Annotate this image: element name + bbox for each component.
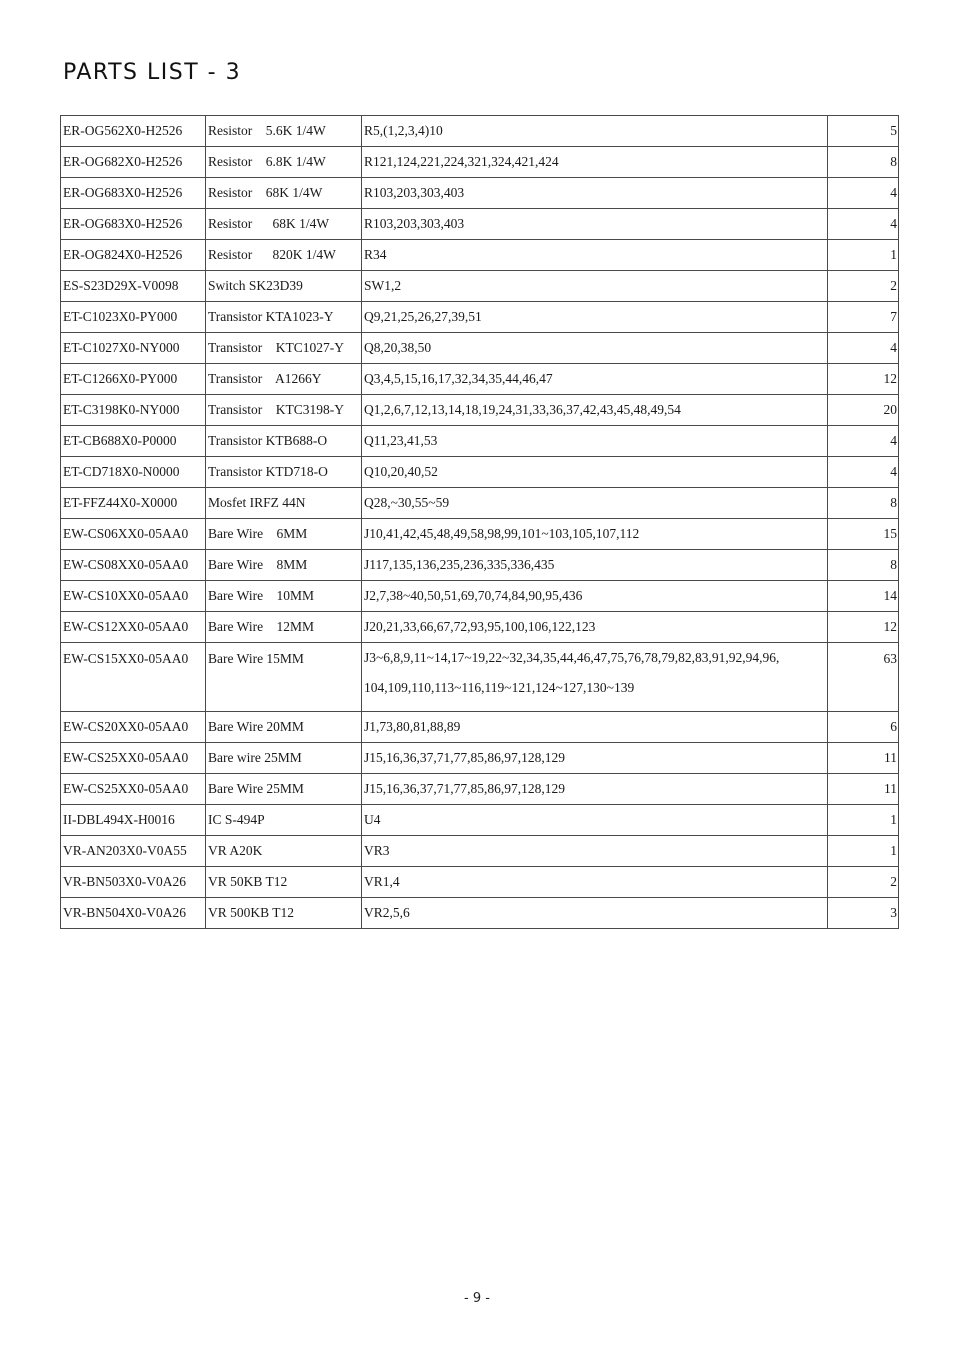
description-cell: Switch SK23D39: [206, 271, 362, 302]
location-line: Q3,4,5,15,16,17,32,34,35,44,46,47: [364, 371, 553, 386]
table-row: [61, 116, 899, 147]
location-cell: [362, 395, 828, 426]
quantity-cell: 4: [828, 333, 899, 364]
location-line: R34: [364, 247, 387, 262]
quantity-cell: 1: [828, 805, 899, 836]
location-line: SW1,2: [364, 278, 402, 293]
location-line: Q28,~30,55~59: [364, 495, 450, 510]
location-line: J117,135,136,235,236,335,336,435: [364, 557, 555, 572]
description-cell: Bare Wire 15MM: [206, 643, 362, 712]
description-cell: VR 50KB T12: [206, 867, 362, 898]
location-cell: [362, 612, 828, 643]
location-cell: [362, 178, 828, 209]
part-number-cell: ER-OG682X0-H2526: [61, 147, 206, 178]
description-cell: Bare Wire 6MM: [206, 519, 362, 550]
table-row: [61, 836, 899, 867]
table-row: [61, 898, 899, 929]
location-cell: [362, 643, 828, 712]
table-row: [61, 774, 899, 805]
description-cell: Bare Wire 12MM: [206, 612, 362, 643]
location-line: J10,41,42,45,48,49,58,98,99,101~103,105,107,112: [364, 526, 640, 541]
table-row: [61, 240, 899, 271]
location-line: Q9,21,25,26,27,39,51: [364, 309, 482, 324]
table-row: [61, 302, 899, 333]
table-row: [61, 271, 899, 302]
table-row: [61, 147, 899, 178]
quantity-cell: 12: [828, 612, 899, 643]
part-number-cell: EW-CS06XX0-05AA0: [61, 519, 206, 550]
description-cell: VR 500KB T12: [206, 898, 362, 929]
location-line: J3~6,8,9,11~14,17~19,22~32,34,35,44,46,47,75,76,78,79,82,83,91,92,94,96,: [364, 650, 780, 665]
quantity-cell: 63: [828, 643, 899, 712]
description-cell: Resistor 68K 1/4W: [206, 209, 362, 240]
description-cell: Bare Wire 25MM: [206, 774, 362, 805]
description-cell: Resistor 5.6K 1/4W: [206, 116, 362, 147]
part-number-cell: EW-CS12XX0-05AA0: [61, 612, 206, 643]
location-cell: [362, 488, 828, 519]
quantity-cell: 12: [828, 364, 899, 395]
quantity-cell: 8: [828, 488, 899, 519]
location-cell: [362, 147, 828, 178]
table-row: [61, 209, 899, 240]
part-number-cell: ER-OG683X0-H2526: [61, 178, 206, 209]
location-line: VR3: [364, 843, 390, 858]
location-cell: [362, 581, 828, 612]
description-cell: Transistor KTA1023-Y: [206, 302, 362, 333]
description-cell: Bare Wire 20MM: [206, 712, 362, 743]
description-cell: Transistor KTB688-O: [206, 426, 362, 457]
quantity-cell: 8: [828, 550, 899, 581]
location-cell: [362, 743, 828, 774]
parts-table-body: [61, 116, 899, 929]
quantity-cell: 20: [828, 395, 899, 426]
location-cell: [362, 209, 828, 240]
quantity-cell: 15: [828, 519, 899, 550]
part-number-cell: EW-CS20XX0-05AA0: [61, 712, 206, 743]
location-cell: [362, 836, 828, 867]
part-number-cell: ER-OG683X0-H2526: [61, 209, 206, 240]
location-line: Q8,20,38,50: [364, 340, 432, 355]
table-row: [61, 550, 899, 581]
description-cell: Mosfet IRFZ 44N: [206, 488, 362, 519]
location-line: R103,203,303,403: [364, 216, 465, 231]
description-cell: Transistor KTC1027-Y: [206, 333, 362, 364]
description-cell: Resistor 6.8K 1/4W: [206, 147, 362, 178]
location-cell: [362, 457, 828, 488]
quantity-cell: 3: [828, 898, 899, 929]
location-cell: [362, 271, 828, 302]
description-cell: Transistor A1266Y: [206, 364, 362, 395]
location-cell: [362, 550, 828, 581]
location-line: J15,16,36,37,71,77,85,86,97,128,129: [364, 781, 566, 796]
location-cell: [362, 364, 828, 395]
table-row: [61, 333, 899, 364]
quantity-cell: 5: [828, 116, 899, 147]
table-row: [61, 867, 899, 898]
quantity-cell: 11: [828, 743, 899, 774]
part-number-cell: EW-CS25XX0-05AA0: [61, 774, 206, 805]
quantity-cell: 4: [828, 209, 899, 240]
description-cell: Resistor 820K 1/4W: [206, 240, 362, 271]
part-number-cell: VR-AN203X0-V0A55: [61, 836, 206, 867]
table-row: [61, 519, 899, 550]
location-line: Q10,20,40,52: [364, 464, 438, 479]
table-row: [61, 488, 899, 519]
description-cell: Resistor 68K 1/4W: [206, 178, 362, 209]
part-number-cell: ET-C1266X0-PY000: [61, 364, 206, 395]
table-row: [61, 457, 899, 488]
location-line: R121,124,221,224,321,324,421,424: [364, 154, 559, 169]
table-row: [61, 612, 899, 643]
location-line: J2,7,38~40,50,51,69,70,74,84,90,95,436: [364, 588, 583, 603]
location-cell: [362, 898, 828, 929]
location-line: J1,73,80,81,88,89: [364, 719, 461, 734]
part-number-cell: ER-OG824X0-H2526: [61, 240, 206, 271]
table-row: [61, 426, 899, 457]
location-cell: [362, 867, 828, 898]
page-title: PARTS LIST - 3: [63, 60, 242, 85]
quantity-cell: 6: [828, 712, 899, 743]
description-cell: Bare wire 25MM: [206, 743, 362, 774]
part-number-cell: VR-BN503X0-V0A26: [61, 867, 206, 898]
location-cell: [362, 333, 828, 364]
quantity-cell: 14: [828, 581, 899, 612]
part-number-cell: ET-C3198K0-NY000: [61, 395, 206, 426]
page-number: - 9 -: [464, 1291, 490, 1306]
quantity-cell: 2: [828, 271, 899, 302]
quantity-cell: 8: [828, 147, 899, 178]
quantity-cell: 4: [828, 426, 899, 457]
table-row: [61, 364, 899, 395]
table-row: [61, 581, 899, 612]
description-cell: Transistor KTD718-O: [206, 457, 362, 488]
quantity-cell: 11: [828, 774, 899, 805]
part-number-cell: VR-BN504X0-V0A26: [61, 898, 206, 929]
location-line: VR1,4: [364, 874, 400, 889]
location-line: J15,16,36,37,71,77,85,86,97,128,129: [364, 750, 566, 765]
location-line: VR2,5,6: [364, 905, 410, 920]
description-cell: IC S-494P: [206, 805, 362, 836]
quantity-cell: 7: [828, 302, 899, 333]
part-number-cell: EW-CS10XX0-05AA0: [61, 581, 206, 612]
quantity-cell: 1: [828, 836, 899, 867]
location-cell: [362, 302, 828, 333]
part-number-cell: EW-CS08XX0-05AA0: [61, 550, 206, 581]
table-row: [61, 178, 899, 209]
table-row: [61, 712, 899, 743]
table-row: [61, 643, 899, 712]
location-cell: [362, 712, 828, 743]
location-line: Q11,23,41,53: [364, 433, 438, 448]
table-row: [61, 805, 899, 836]
part-number-cell: ET-FFZ44X0-X0000: [61, 488, 206, 519]
part-number-cell: ES-S23D29X-V0098: [61, 271, 206, 302]
description-cell: Bare Wire 10MM: [206, 581, 362, 612]
location-line: R103,203,303,403: [364, 185, 465, 200]
location-cell: [362, 426, 828, 457]
part-number-cell: II-DBL494X-H0016: [61, 805, 206, 836]
description-cell: VR A20K: [206, 836, 362, 867]
quantity-cell: 1: [828, 240, 899, 271]
part-number-cell: ER-OG562X0-H2526: [61, 116, 206, 147]
part-number-cell: ET-C1027X0-NY000: [61, 333, 206, 364]
location-cell: [362, 116, 828, 147]
part-number-cell: ET-CB688X0-P0000: [61, 426, 206, 457]
quantity-cell: 4: [828, 178, 899, 209]
location-line: U4: [364, 812, 381, 827]
part-number-cell: ET-CD718X0-N0000: [61, 457, 206, 488]
table-row: [61, 743, 899, 774]
location-cell: [362, 805, 828, 836]
location-line: R5,(1,2,3,4)10: [364, 123, 443, 138]
location-line: Q1,2,6,7,12,13,14,18,19,24,31,33,36,37,42,43,45,48,49,54: [364, 402, 681, 417]
quantity-cell: 4: [828, 457, 899, 488]
description-cell: Transistor KTC3198-Y: [206, 395, 362, 426]
location-cell: [362, 240, 828, 271]
parts-table: [60, 115, 899, 929]
location-cell: [362, 774, 828, 805]
description-cell: Bare Wire 8MM: [206, 550, 362, 581]
part-number-cell: ET-C1023X0-PY000: [61, 302, 206, 333]
quantity-cell: 2: [828, 867, 899, 898]
location-cell: [362, 519, 828, 550]
location-line: J20,21,33,66,67,72,93,95,100,106,122,123: [364, 619, 596, 634]
location-line: 104,109,110,113~116,119~121,124~127,130~139: [364, 680, 635, 695]
part-number-cell: EW-CS25XX0-05AA0: [61, 743, 206, 774]
part-number-cell: EW-CS15XX0-05AA0: [61, 643, 206, 712]
table-row: [61, 395, 899, 426]
